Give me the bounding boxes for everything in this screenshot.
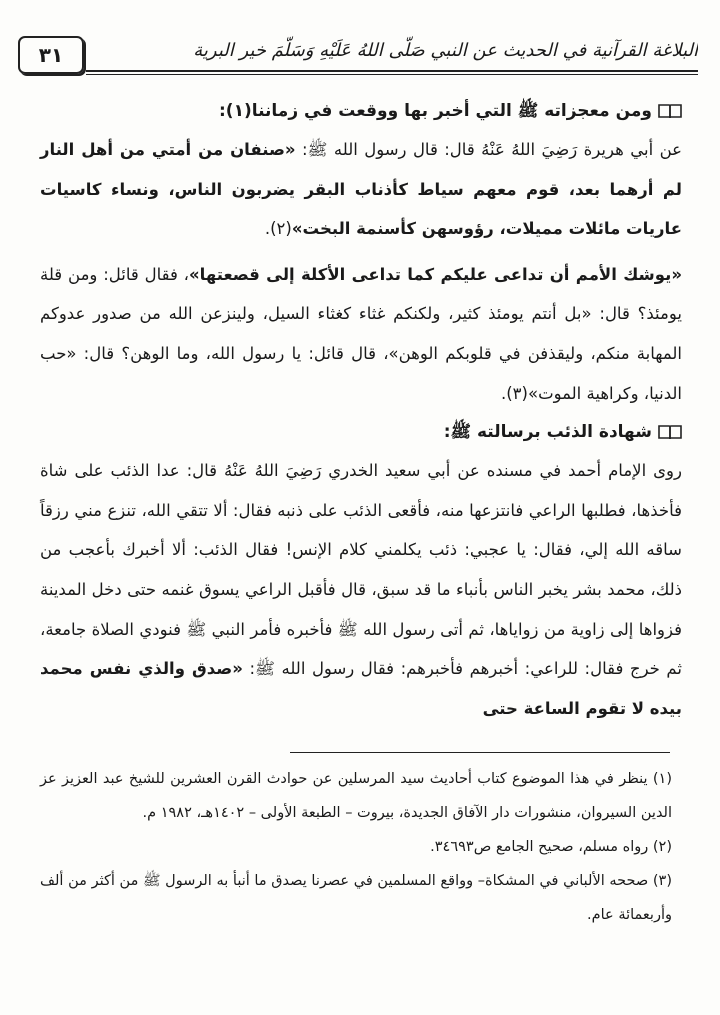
footnote: (١) ينظر في هذا الموضوع كتاب أحاديث سيد المرسلين عن حوادث القرن العشرين للشيخ عبد العزيز عز الدين السيروان، منشورات دار الآفاق الجديدة، بيروت – الطبعة الأولى – ١٤٠٢هـ، ١٩٨٢ م. [40, 771, 672, 821]
paragraph [40, 130, 682, 249]
paragraph [40, 255, 682, 413]
paragraph [40, 451, 682, 728]
running-title: البلاغة القرآنية في الحديث عن النبي صَلَّى اللهُ عَلَيْهِ وَسَلَّمَ خير البرية [193, 40, 698, 61]
paragraph-text: (٢). [264, 219, 292, 239]
paragraph-text: روى الإمام أحمد في مسنده عن أبي سعيد الخدري رَضِيَ اللهُ عَنْهُ قال: عدا الذئب على شاة فأخذها، فطلبها الراعي فانتزعها منه، فأقعى الذئب على ذنبه فقال: ألا تتقي الله، تنزع مني رزقاً ساقه الله إلي، فقال: يا عجبي: ذئب يكلمني كلام الإنس! فقال الذئب: ألا أخبرك بأعجب من ذلك، محمد بشر يخبر الناس بأنباء ما قد سبق، قال فأقبل الراعي يسوق غنمه حتى دخل المدينة فزواها إلى زاوية من زواياها، ثم أتى رسول الله ﷺ فأخبره فأمر النبي ﷺ فنودي الصلاة جامعة، ثم خرج فقال: للراعي: أخبرهم فأخبرهم: فقال رسول الله ﷺ: [40, 461, 682, 679]
section-heading-text: شهادة الذئب برسالته ﷺ: [443, 422, 652, 443]
footnote: (٢) رواه مسلم، صحيح الجامع ص٣٤٦٩٣. [430, 839, 672, 855]
section-heading [40, 413, 682, 451]
open-book-icon [658, 102, 682, 120]
main-text [40, 92, 682, 728]
footnote-separator [290, 752, 670, 753]
header-rule-thin [86, 74, 698, 75]
page-header [18, 36, 698, 74]
page-number: ٣١ [18, 36, 84, 74]
footnotes [40, 762, 672, 932]
footnote: (٣) صححه الألباني في المشكاة– وواقع المسلمين في عصرنا يصدق ما أنبأ به الرسول ﷺ من أكثر من ألف وأربعمائة عام. [40, 873, 672, 923]
paragraph-text: عن أبي هريرة رَضِيَ اللهُ عَنْهُ قال: قال رسول الله ﷺ: [295, 140, 682, 159]
section-heading [40, 92, 682, 130]
open-book-icon [658, 423, 682, 441]
paragraph-text: ، فقال قائل: ومن قلة يومئذ؟ قال: «بل أنتم يومئذ كثير، ولكنكم غثاء كغثاء السيل، ولينزعن الله من صدور عدوكم المهابة منكم، وليقذفن في قلوبكم الوهن»، قال قائل: يا رسول الله، وما الوهن؟ قال: «حب الدنيا، وكراهية الموت»(٣). [40, 264, 682, 403]
hadith-quote: «صنفان من أمتي من أهل النار لم أرهما بعد، قوم معهم سياط كأذناب البقر يضربون الناس، ونساء كاسيات عاريات مائلات مميلات، رؤوسهن كأسنمة البخت» [40, 140, 682, 239]
hadith-quote: «صدق والذي نفس محمد بيده لا تقوم الساعة حتى [40, 659, 682, 718]
header-rule [86, 70, 698, 72]
section-heading-text: ومن معجزاته ﷺ التي أخبر بها ووقعت في زماننا(١): [218, 101, 652, 121]
hadith-quote: «يوشك الأمم أن تداعى عليكم كما تداعى الأكلة إلى قصعتها» [188, 264, 682, 284]
